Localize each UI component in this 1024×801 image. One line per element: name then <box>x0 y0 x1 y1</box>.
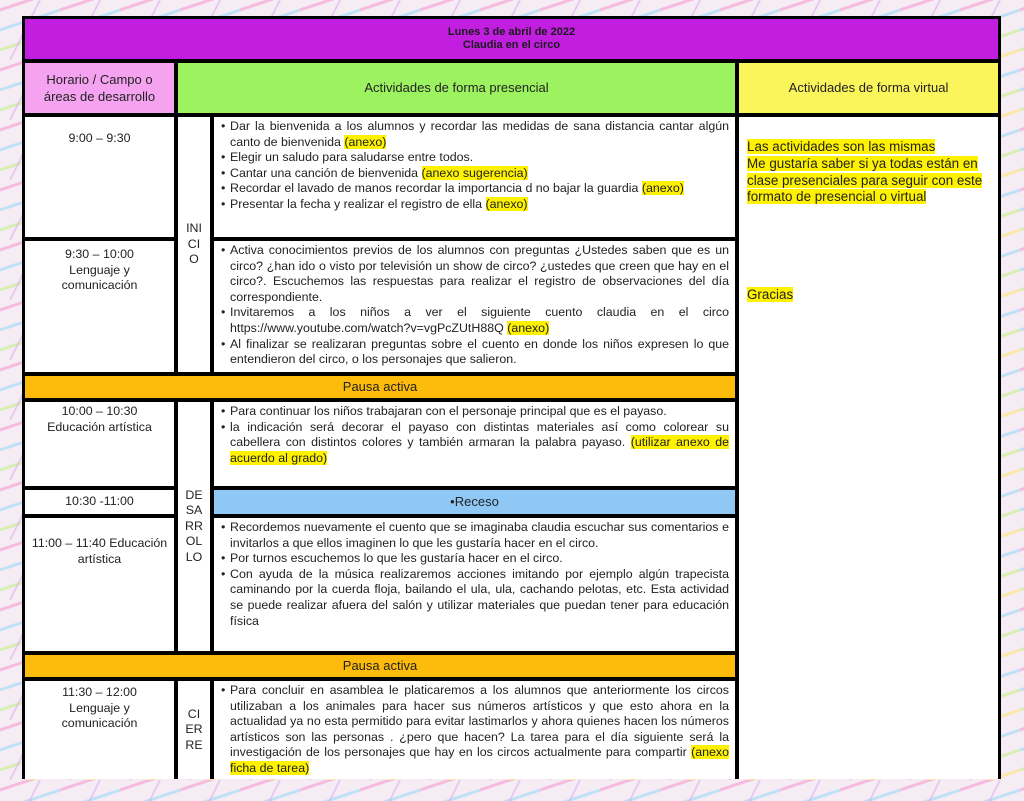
time-label: 11:00 – 11:40 Educación artística <box>31 536 168 566</box>
activity-item <box>220 420 729 467</box>
annex-highlight: (anexo ficha de tarea) <box>230 745 729 775</box>
virtual-column <box>737 115 998 779</box>
annex-highlight: (anexo sugerencia) <box>421 165 528 180</box>
phase-desarrollo-label: DE SA RR OL LO <box>185 487 203 564</box>
activity-text: Por turnos escuchemos lo que les gustaría hacer en el circo. <box>230 551 563 566</box>
activities-row-2 <box>212 239 737 374</box>
time-label: 9:30 – 10:00 Lenguaje y comunicación <box>61 247 138 293</box>
time-label: 10:30 -11:00 <box>65 494 134 509</box>
activity-item <box>220 119 729 150</box>
header-in-person-label: Actividades de forma presencial <box>364 80 549 96</box>
activity-text: Recordar el lavado de manos recordar la importancia d no bajar la guardia <box>230 181 642 196</box>
time-10-30 <box>25 488 176 516</box>
activity-text: Invitaremos a los niños a ver el siguiente cuento claudia en el circo https://www.youtube.com/watch?v=vgPcZUtH88Q <box>230 305 729 335</box>
activity-item <box>220 305 729 336</box>
header-virtual <box>737 61 998 115</box>
time-label: 9:00 – 9:30 <box>68 131 131 145</box>
phase-cierre <box>176 679 212 779</box>
activity-text: Al finalizar se realizaran preguntas sobre el cuento en donde los niños expresen lo que entendieron del circo, o los personajes que salieron. <box>230 336 729 367</box>
page-title: Lunes 3 de abril de 2022 <box>447 26 576 38</box>
activity-text: Presentar la fecha y realizar el registro de ella <box>230 196 486 211</box>
activity-text: la indicación será decorar el payaso con distintas materiales así como colorear su cabellera con distintos colores y también armaran la palabra payaso. <box>230 419 729 450</box>
activity-list <box>220 520 729 629</box>
activity-text: Elegir un saludo para saludarse entre todos. <box>230 150 474 165</box>
page-subtitle: Claudia en el circo <box>462 39 561 51</box>
time-9-00 <box>25 115 176 239</box>
activity-text: Recordemos nuevamente el cuento que se imaginaba claudia escuchar sus comentarios e invitarlos a que ellos imaginen lo que les gustaría hacer en el circo. <box>230 520 729 550</box>
activity-list <box>220 243 729 368</box>
virtual-note-question: Me gustaría saber si ya todas están en clase presenciales para seguir con este formato de presencial o virtual <box>747 155 983 205</box>
time-label: 11:30 – 12:00 Lenguaje y comunicación <box>61 685 138 731</box>
activity-item <box>220 150 729 166</box>
pausa-activa-2 <box>25 653 737 679</box>
time-9-30 <box>25 239 176 374</box>
activity-text: Para continuar los niños trabajaran con el personaje principal que es el payaso. <box>230 404 667 418</box>
pausa-label: Pausa activa <box>342 658 418 674</box>
annex-highlight: (utilizar anexo de acuerdo al grado) <box>230 435 730 465</box>
phase-cierre-label: CI ER RE <box>185 706 203 752</box>
activity-item <box>220 404 729 420</box>
activity-text: Para concluir en asamblea le platicaremos a los alumnos que anteriormente los circos utilizaban a los animales para hacer sus números artísticos y que esto ahora en la actualidad ya no esta permitido para evitar lastimarlos y ahora quienes hacen los números artísticos son las personas . ¿pero que hacen? La tarea para el día siguiente será la investigación de los personajes que hay en los circos actualmente para compartir <box>230 683 729 760</box>
annex-highlight: (anexo) <box>485 196 528 211</box>
phase-desarrollo <box>176 400 212 653</box>
time-label: 10:00 – 10:30 Educación artística <box>47 404 152 434</box>
activity-item <box>220 197 729 213</box>
header-virtual-label: Actividades de forma virtual <box>788 80 949 96</box>
activity-list <box>220 404 729 466</box>
lesson-plan-table <box>22 16 1001 779</box>
activities-row-1 <box>212 115 737 239</box>
activity-item <box>220 551 729 567</box>
activity-text: Activa conocimientos previos de los alumnos con preguntas ¿Ustedes saben que es un circo? ¿han ido o visto por televisión un show de circo? ¿ustedes que creen que hay en el circo?. Escuchemos las respuestas para realizar el registro de observaciones del día correspondiente. <box>230 243 729 304</box>
time-11-30 <box>25 679 176 779</box>
pausa-activa-1 <box>25 374 737 400</box>
activity-item <box>220 243 729 305</box>
activity-item <box>220 520 729 551</box>
activities-row-3 <box>212 400 737 488</box>
phase-inicio-label: INI CI O <box>186 221 202 267</box>
activity-text: Cantar una canción de bienvenida <box>230 165 422 180</box>
annex-highlight: (anexo) <box>507 320 550 335</box>
activity-item <box>220 166 729 182</box>
activity-text: Con ayuda de la música realizaremos acciones imitando por ejemplo algún trapecista caminando por la cuerda floja, bailando el ula, ula, cachando pelotas, etc. Esta actividad se puede realizar afuera del salón y utilizar materiales que puedan tener para educación física <box>230 566 729 628</box>
header-schedule <box>25 61 176 115</box>
annex-highlight: (anexo) <box>641 181 684 196</box>
annex-highlight: (anexo) <box>344 134 387 149</box>
activity-text: Dar la bienvenida a los alumnos y recordar las medidas de sana distancia cantar algún canto de bienvenida <box>230 119 729 149</box>
title-bar <box>25 19 998 61</box>
pausa-label: Pausa activa <box>342 379 418 395</box>
time-10-00 <box>25 400 176 488</box>
activity-item <box>220 181 729 197</box>
activity-item <box>220 567 729 629</box>
receso-label: •Receso <box>450 494 499 510</box>
phase-inicio <box>176 115 212 374</box>
activity-list <box>220 683 729 777</box>
time-11-00 <box>25 516 176 653</box>
virtual-note-same: Las actividades son las mismas <box>747 139 936 154</box>
activities-row-5 <box>212 679 737 779</box>
activities-row-4 <box>212 516 737 653</box>
virtual-note-thanks: Gracias <box>747 287 794 302</box>
activity-item <box>220 683 729 777</box>
header-schedule-label: Horario / Campo o áreas de desarrollo <box>43 72 156 104</box>
activity-item <box>220 337 729 368</box>
receso-row <box>212 488 737 516</box>
header-in-person <box>176 61 737 115</box>
activity-list <box>220 119 729 213</box>
